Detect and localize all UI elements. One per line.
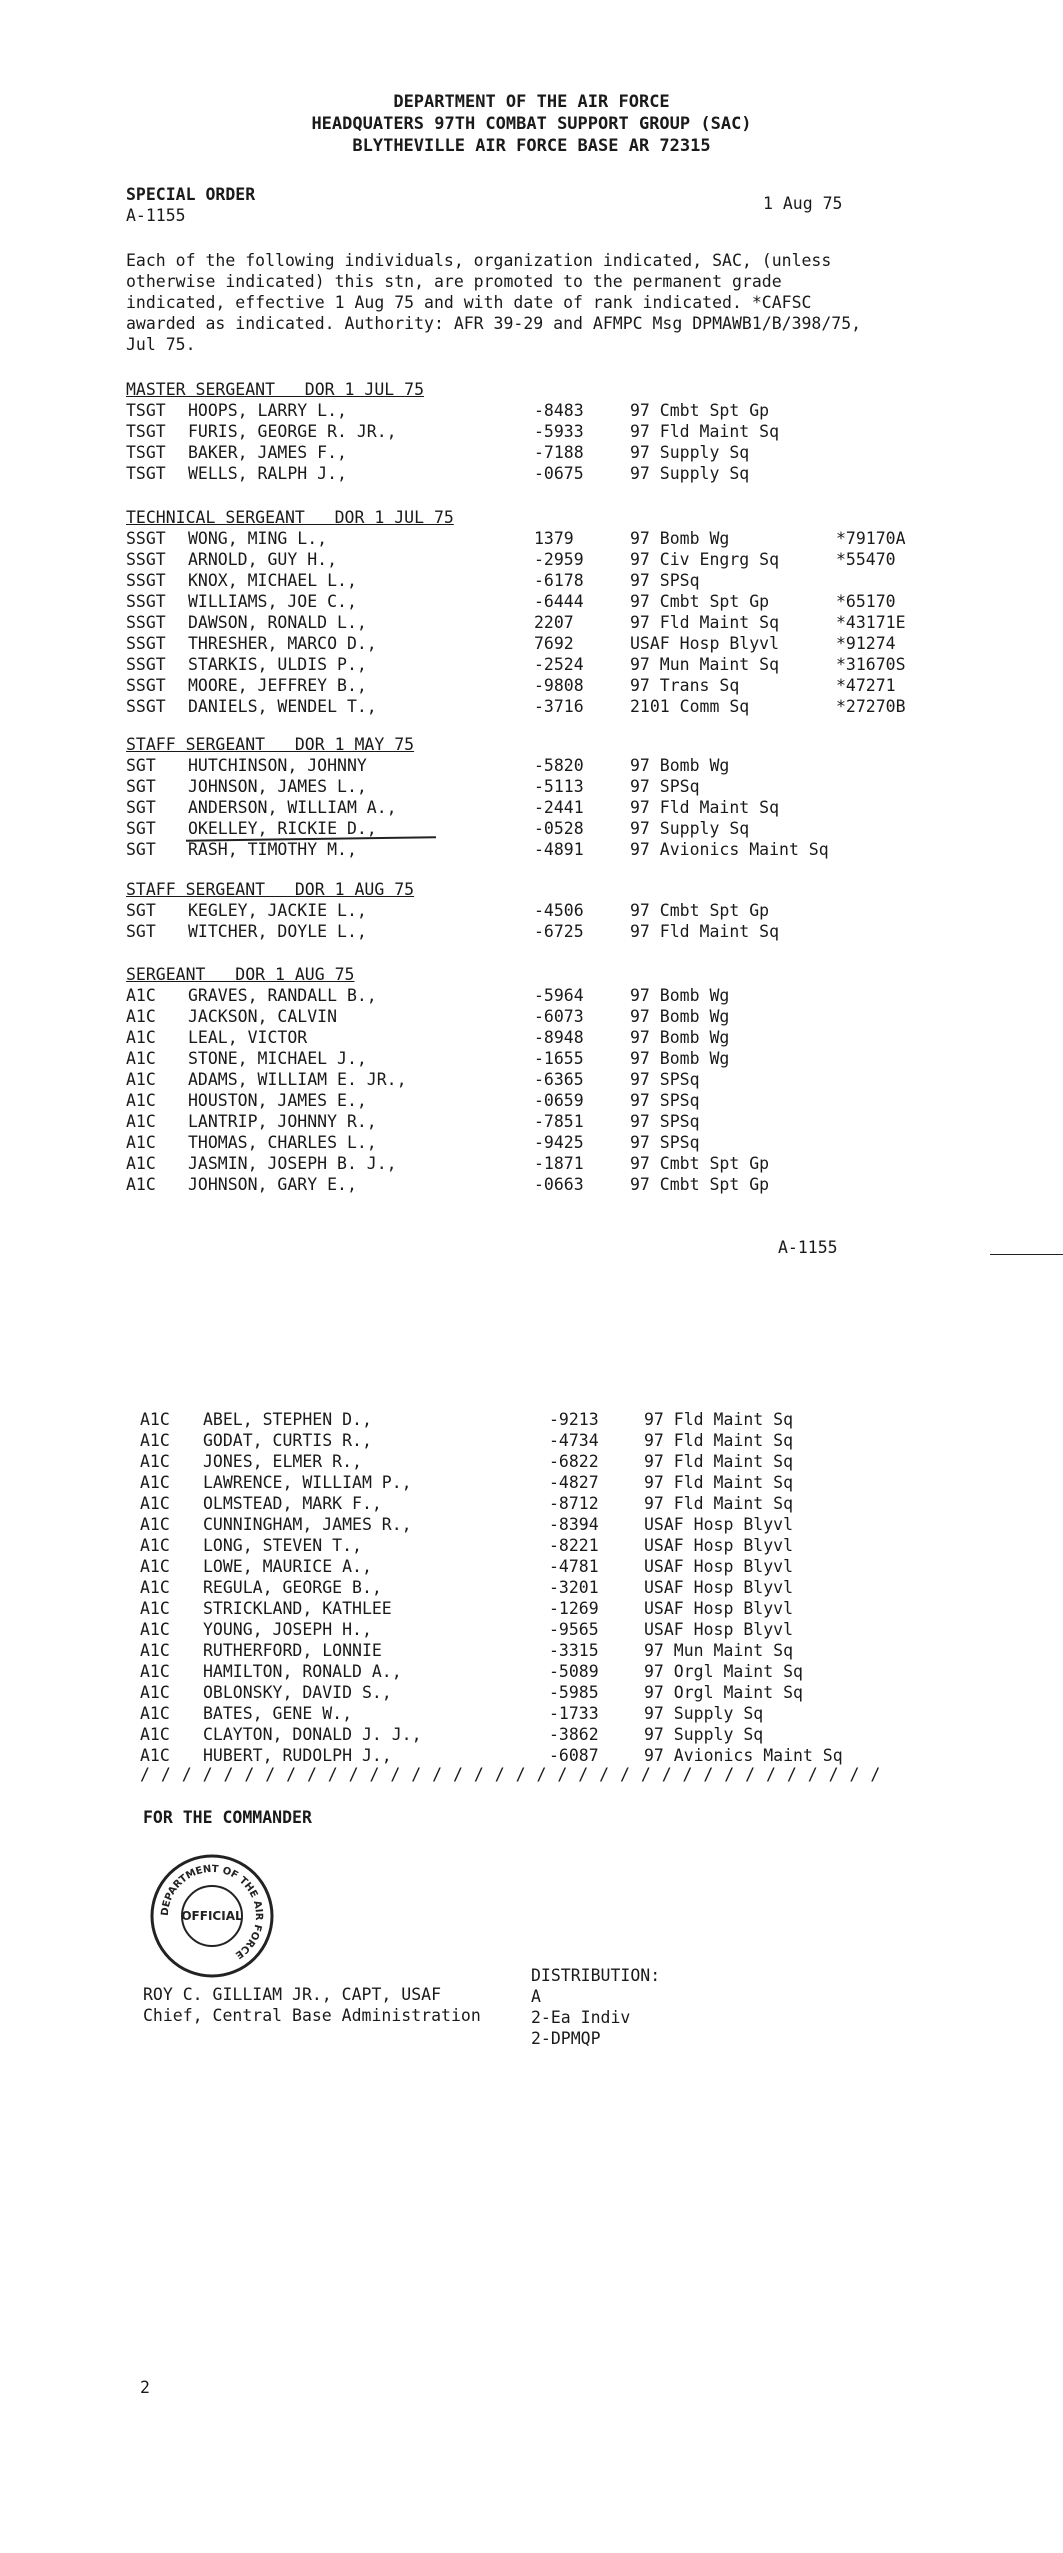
unit-cell: 97 Fld Maint Sq bbox=[644, 1473, 794, 1492]
ssn-cell: -8712 bbox=[549, 1494, 599, 1513]
promotion-row bbox=[0, 1112, 1063, 1133]
slash-line: / / / / / / / / / / / / / / / / / / / / / / / / / / / / / / / / / / / / bbox=[140, 1765, 881, 1784]
promotion-row bbox=[0, 1175, 1063, 1196]
promotion-row bbox=[0, 464, 1063, 485]
grade-cell: A1C bbox=[126, 1112, 156, 1131]
name-cell: STARKIS, ULDIS P., bbox=[188, 655, 367, 674]
unit-cell: 97 Bomb Wg bbox=[630, 986, 730, 1005]
continued-row bbox=[0, 1662, 1063, 1683]
name-cell: JOHNSON, GARY E., bbox=[188, 1175, 357, 1194]
grade-cell: SGT bbox=[126, 840, 156, 859]
promotion-row bbox=[0, 676, 1063, 697]
promotion-row bbox=[0, 1091, 1063, 1112]
name-cell: JOHNSON, JAMES L., bbox=[188, 777, 367, 796]
name-cell: LANTRIP, JOHNNY R., bbox=[188, 1112, 377, 1131]
unit-cell: 97 Cmbt Spt Gp bbox=[630, 901, 770, 920]
unit-cell: 97 Cmbt Spt Gp bbox=[630, 1154, 770, 1173]
afsc-cell: *27270B bbox=[836, 697, 906, 716]
ssn-cell: -7188 bbox=[534, 443, 584, 462]
grade-cell: A1C bbox=[140, 1431, 170, 1450]
ssn-cell: -4827 bbox=[549, 1473, 599, 1492]
promotion-row bbox=[0, 401, 1063, 422]
afsc-cell: *31670S bbox=[836, 655, 906, 674]
grade-cell: A1C bbox=[140, 1557, 170, 1576]
ssn-cell: -9565 bbox=[549, 1620, 599, 1639]
section-heading: STAFF SERGEANT DOR 1 MAY 75 bbox=[126, 735, 415, 754]
grade-cell: SGT bbox=[126, 901, 156, 920]
afsc-cell: *55470 bbox=[836, 550, 896, 569]
name-cell: FURIS, GEORGE R. JR., bbox=[188, 422, 397, 441]
ssn-cell: -5113 bbox=[534, 777, 584, 796]
unit-cell: 97 Civ Engrg Sq bbox=[630, 550, 780, 569]
continued-row bbox=[0, 1494, 1063, 1515]
grade-cell: SSGT bbox=[126, 613, 166, 632]
grade-cell: TSGT bbox=[126, 464, 166, 483]
name-cell: GODAT, CURTIS R., bbox=[203, 1431, 372, 1450]
order-date: 1 Aug 75 bbox=[763, 194, 843, 213]
grade-cell: TSGT bbox=[126, 401, 166, 420]
continued-row bbox=[0, 1725, 1063, 1746]
ssn-cell: -8394 bbox=[549, 1515, 599, 1534]
ssn-cell: -1269 bbox=[549, 1599, 599, 1618]
page-edge-rule bbox=[990, 1254, 1063, 1255]
svg-text:OFFICIAL: OFFICIAL bbox=[181, 1909, 243, 1923]
name-cell: BATES, GENE W., bbox=[203, 1704, 353, 1723]
grade-cell: SSGT bbox=[126, 592, 166, 611]
ssn-cell: -6444 bbox=[534, 592, 584, 611]
unit-cell: 97 Orgl Maint Sq bbox=[644, 1683, 803, 1702]
grade-cell: A1C bbox=[126, 1070, 156, 1089]
name-cell: ARNOLD, GUY H., bbox=[188, 550, 338, 569]
unit-cell: 97 SPSq bbox=[630, 1091, 700, 1110]
ssn-cell: -3862 bbox=[549, 1725, 599, 1744]
promotion-row bbox=[0, 613, 1063, 634]
unit-cell: 97 Fld Maint Sq bbox=[644, 1452, 794, 1471]
ssn-cell: -7851 bbox=[534, 1112, 584, 1131]
grade-cell: A1C bbox=[140, 1599, 170, 1618]
ssn-cell: -5820 bbox=[534, 756, 584, 775]
distribution-line-2: 2-Ea Indiv bbox=[531, 2008, 631, 2027]
official-seal-icon bbox=[148, 1852, 276, 1980]
continued-row bbox=[0, 1431, 1063, 1452]
ssn-cell: -2524 bbox=[534, 655, 584, 674]
name-cell: WONG, MING L., bbox=[188, 529, 328, 548]
section-heading: TECHNICAL SERGEANT DOR 1 JUL 75 bbox=[126, 508, 454, 527]
unit-cell: 97 Supply Sq bbox=[630, 819, 750, 838]
unit-cell: 97 Bomb Wg bbox=[630, 756, 730, 775]
name-cell: DAWSON, RONALD L., bbox=[188, 613, 367, 632]
signature-name: ROY C. GILLIAM JR., CAPT, USAF bbox=[143, 1985, 442, 2004]
unit-cell: 97 Fld Maint Sq bbox=[644, 1431, 794, 1450]
grade-cell: A1C bbox=[140, 1452, 170, 1471]
grade-cell: SSGT bbox=[126, 550, 166, 569]
ssn-cell: -6822 bbox=[549, 1452, 599, 1471]
afsc-cell: *65170 bbox=[836, 592, 896, 611]
name-cell: GRAVES, RANDALL B., bbox=[188, 986, 377, 1005]
grade-cell: A1C bbox=[126, 1028, 156, 1047]
grade-cell: A1C bbox=[126, 1007, 156, 1026]
ssn-cell: -0675 bbox=[534, 464, 584, 483]
name-cell: OKELLEY, RICKIE D., bbox=[188, 819, 377, 838]
order-paragraph: Each of the following individuals, organization indicated, SAC, (unless otherwise indicated) this stn, are promoted to the permanent grade indicated, effective 1 Aug 75 and with date of rank indicated. *CAFSC awarded as indicated. Authority: AFR 39-29 and AFMPC Msg DPMAWB1/B/398/75, Jul 75. bbox=[126, 251, 862, 354]
promotion-row bbox=[0, 777, 1063, 798]
promotion-row bbox=[0, 1154, 1063, 1175]
unit-cell: USAF Hosp Blyvl bbox=[644, 1536, 794, 1555]
continued-row bbox=[0, 1515, 1063, 1536]
name-cell: MOORE, JEFFREY B., bbox=[188, 676, 367, 695]
afsc-cell: *79170A bbox=[836, 529, 906, 548]
ssn-cell: -6087 bbox=[549, 1746, 599, 1765]
unit-cell: 97 SPSq bbox=[630, 1112, 700, 1131]
grade-cell: TSGT bbox=[126, 443, 166, 462]
ssn-cell: -6073 bbox=[534, 1007, 584, 1026]
ssn-cell: -9213 bbox=[549, 1410, 599, 1429]
grade-cell: SSGT bbox=[126, 529, 166, 548]
ssn-cell: 2207 bbox=[534, 613, 574, 632]
name-cell: RASH, TIMOTHY M., bbox=[188, 840, 357, 859]
grade-cell: A1C bbox=[140, 1620, 170, 1639]
unit-cell: 97 Supply Sq bbox=[630, 443, 750, 462]
ssn-cell: -5964 bbox=[534, 986, 584, 1005]
continued-row bbox=[0, 1536, 1063, 1557]
unit-cell: USAF Hosp Blyvl bbox=[644, 1515, 794, 1534]
header-line-3: BLYTHEVILLE AIR FORCE BASE AR 72315 bbox=[352, 136, 711, 156]
ssn-cell: -4781 bbox=[549, 1557, 599, 1576]
grade-cell: SSGT bbox=[126, 571, 166, 590]
continued-row bbox=[0, 1410, 1063, 1431]
unit-cell: 97 Bomb Wg bbox=[630, 1007, 730, 1026]
name-cell: STRICKLAND, KATHLEE bbox=[203, 1599, 392, 1618]
unit-cell: 97 Bomb Wg bbox=[630, 529, 730, 548]
afsc-cell: *91274 bbox=[836, 634, 896, 653]
ssn-cell: -2959 bbox=[534, 550, 584, 569]
grade-cell: A1C bbox=[140, 1683, 170, 1702]
promotion-row bbox=[0, 756, 1063, 777]
name-cell: JACKSON, CALVIN bbox=[188, 1007, 338, 1026]
grade-cell: A1C bbox=[126, 1091, 156, 1110]
promotion-row bbox=[0, 922, 1063, 943]
promotion-row bbox=[0, 592, 1063, 613]
promotion-row bbox=[0, 655, 1063, 676]
unit-cell: 97 Supply Sq bbox=[644, 1704, 764, 1723]
name-cell: LAWRENCE, WILLIAM P., bbox=[203, 1473, 412, 1492]
name-cell: JONES, ELMER R., bbox=[203, 1452, 362, 1471]
name-cell: ABEL, STEPHEN D., bbox=[203, 1410, 372, 1429]
grade-cell: A1C bbox=[140, 1746, 170, 1765]
name-cell: ADAMS, WILLIAM E. JR., bbox=[188, 1070, 407, 1089]
header-line-1: DEPARTMENT OF THE AIR FORCE bbox=[393, 92, 670, 112]
grade-cell: A1C bbox=[126, 1049, 156, 1068]
grade-cell: SGT bbox=[126, 922, 156, 941]
section-heading: MASTER SERGEANT DOR 1 JUL 75 bbox=[126, 380, 425, 399]
grade-cell: A1C bbox=[126, 1175, 156, 1194]
promotion-row bbox=[0, 1007, 1063, 1028]
continued-row bbox=[0, 1620, 1063, 1641]
unit-cell: USAF Hosp Blyvl bbox=[630, 634, 780, 653]
unit-cell: 97 Supply Sq bbox=[630, 464, 750, 483]
ssn-cell: -1655 bbox=[534, 1049, 584, 1068]
promotion-row bbox=[0, 571, 1063, 592]
continued-row bbox=[0, 1473, 1063, 1494]
signature-title: Chief, Central Base Administration bbox=[143, 2006, 481, 2025]
ssn-cell: -0528 bbox=[534, 819, 584, 838]
name-cell: HOUSTON, JAMES E., bbox=[188, 1091, 367, 1110]
ssn-cell: -0663 bbox=[534, 1175, 584, 1194]
promotion-row bbox=[0, 422, 1063, 443]
ssn-cell: -6725 bbox=[534, 922, 584, 941]
grade-cell: TSGT bbox=[126, 422, 166, 441]
name-cell: OLMSTEAD, MARK F., bbox=[203, 1494, 382, 1513]
continued-row bbox=[0, 1557, 1063, 1578]
unit-cell: 97 Cmbt Spt Gp bbox=[630, 592, 770, 611]
section-heading: SERGEANT DOR 1 AUG 75 bbox=[126, 965, 355, 984]
name-cell: THOMAS, CHARLES L., bbox=[188, 1133, 377, 1152]
grade-cell: A1C bbox=[140, 1641, 170, 1660]
order-number: A-1155 bbox=[126, 206, 186, 225]
continued-row bbox=[0, 1452, 1063, 1473]
unit-cell: 97 Bomb Wg bbox=[630, 1028, 730, 1047]
name-cell: HUTCHINSON, JOHNNY bbox=[188, 756, 367, 775]
grade-cell: A1C bbox=[140, 1704, 170, 1723]
unit-cell: 97 Supply Sq bbox=[644, 1725, 764, 1744]
continued-row bbox=[0, 1641, 1063, 1662]
unit-cell: 2101 Comm Sq bbox=[630, 697, 750, 716]
promotion-row bbox=[0, 901, 1063, 922]
ssn-cell: -5089 bbox=[549, 1662, 599, 1681]
grade-cell: A1C bbox=[126, 1154, 156, 1173]
order-title: SPECIAL ORDER bbox=[126, 185, 256, 204]
unit-cell: 97 SPSq bbox=[630, 571, 700, 590]
section-heading: STAFF SERGEANT DOR 1 AUG 75 bbox=[126, 880, 415, 899]
promotion-row bbox=[0, 986, 1063, 1007]
promotion-row bbox=[0, 1028, 1063, 1049]
ssn-cell: 7692 bbox=[534, 634, 574, 653]
continued-row bbox=[0, 1599, 1063, 1620]
unit-cell: USAF Hosp Blyvl bbox=[644, 1599, 794, 1618]
name-cell: HAMILTON, RONALD A., bbox=[203, 1662, 402, 1681]
ssn-cell: -2441 bbox=[534, 798, 584, 817]
name-cell: STONE, MICHAEL J., bbox=[188, 1049, 367, 1068]
afsc-cell: *47271 bbox=[836, 676, 896, 695]
ssn-cell: -3716 bbox=[534, 697, 584, 716]
ssn-cell: 1379 bbox=[534, 529, 574, 548]
ssn-cell: -5985 bbox=[549, 1683, 599, 1702]
name-cell: LOWE, MAURICE A., bbox=[203, 1557, 372, 1576]
name-cell: KEGLEY, JACKIE L., bbox=[188, 901, 367, 920]
ssn-cell: -4506 bbox=[534, 901, 584, 920]
promotion-row bbox=[0, 819, 1063, 840]
distribution-label: DISTRIBUTION: bbox=[531, 1966, 661, 1985]
continued-row bbox=[0, 1704, 1063, 1725]
continued-row bbox=[0, 1746, 1063, 1767]
ssn-cell: -3201 bbox=[549, 1578, 599, 1597]
unit-cell: USAF Hosp Blyvl bbox=[644, 1557, 794, 1576]
unit-cell: 97 Orgl Maint Sq bbox=[644, 1662, 803, 1681]
grade-cell: SGT bbox=[126, 819, 156, 838]
unit-cell: 97 Mun Maint Sq bbox=[644, 1641, 794, 1660]
unit-cell: 97 Fld Maint Sq bbox=[630, 922, 780, 941]
unit-cell: 97 SPSq bbox=[630, 777, 700, 796]
continued-row bbox=[0, 1683, 1063, 1704]
ssn-cell: -3315 bbox=[549, 1641, 599, 1660]
grade-cell: A1C bbox=[140, 1410, 170, 1429]
name-cell: HOOPS, LARRY L., bbox=[188, 401, 347, 420]
ssn-cell: -8221 bbox=[549, 1536, 599, 1555]
unit-cell: 97 Fld Maint Sq bbox=[644, 1494, 794, 1513]
name-cell: LEAL, VICTOR bbox=[188, 1028, 308, 1047]
name-cell: CUNNINGHAM, JAMES R., bbox=[203, 1515, 412, 1534]
unit-cell: 97 SPSq bbox=[630, 1133, 700, 1152]
unit-cell: 97 Fld Maint Sq bbox=[630, 613, 780, 632]
ssn-cell: -5933 bbox=[534, 422, 584, 441]
distribution-line-1: A bbox=[531, 1987, 541, 2006]
unit-cell: 97 Fld Maint Sq bbox=[630, 422, 780, 441]
grade-cell: SSGT bbox=[126, 655, 166, 674]
name-cell: JASMIN, JOSEPH B. J., bbox=[188, 1154, 397, 1173]
name-cell: HUBERT, RUDOLPH J., bbox=[203, 1746, 392, 1765]
name-cell: WILLIAMS, JOE C., bbox=[188, 592, 357, 611]
promotion-row bbox=[0, 1049, 1063, 1070]
grade-cell: A1C bbox=[140, 1473, 170, 1492]
name-cell: OBLONSKY, DAVID S., bbox=[203, 1683, 392, 1702]
page-footer-number: A-1155 bbox=[778, 1238, 838, 1257]
unit-cell: 97 Avionics Maint Sq bbox=[630, 840, 829, 859]
grade-cell: SGT bbox=[126, 798, 156, 817]
unit-cell: 97 Cmbt Spt Gp bbox=[630, 1175, 770, 1194]
unit-cell: 97 Cmbt Spt Gp bbox=[630, 401, 770, 420]
name-cell: ANDERSON, WILLIAM A., bbox=[188, 798, 397, 817]
grade-cell: SSGT bbox=[126, 634, 166, 653]
unit-cell: 97 Fld Maint Sq bbox=[630, 798, 780, 817]
afsc-cell: *43171E bbox=[836, 613, 906, 632]
unit-cell: USAF Hosp Blyvl bbox=[644, 1578, 794, 1597]
ssn-cell: -0659 bbox=[534, 1091, 584, 1110]
ssn-cell: -1871 bbox=[534, 1154, 584, 1173]
promotion-row bbox=[0, 798, 1063, 819]
name-cell: LONG, STEVEN T., bbox=[203, 1536, 362, 1555]
unit-cell: USAF Hosp Blyvl bbox=[644, 1620, 794, 1639]
for-commander: FOR THE COMMANDER bbox=[143, 1808, 312, 1827]
grade-cell: A1C bbox=[140, 1494, 170, 1513]
grade-cell: SGT bbox=[126, 777, 156, 796]
grade-cell: SGT bbox=[126, 756, 156, 775]
grade-cell: SSGT bbox=[126, 676, 166, 695]
promotion-row bbox=[0, 550, 1063, 571]
ssn-cell: -1733 bbox=[549, 1704, 599, 1723]
name-cell: KNOX, MICHAEL L., bbox=[188, 571, 357, 590]
ssn-cell: -6178 bbox=[534, 571, 584, 590]
name-cell: REGULA, GEORGE B., bbox=[203, 1578, 382, 1597]
promotion-row bbox=[0, 1133, 1063, 1154]
promotion-row bbox=[0, 840, 1063, 861]
ssn-cell: -4891 bbox=[534, 840, 584, 859]
name-cell: BAKER, JAMES F., bbox=[188, 443, 347, 462]
name-cell: THRESHER, MARCO D., bbox=[188, 634, 377, 653]
name-cell: RUTHERFORD, LONNIE bbox=[203, 1641, 382, 1660]
unit-cell: 97 Fld Maint Sq bbox=[644, 1410, 794, 1429]
promotion-row bbox=[0, 529, 1063, 550]
promotion-row bbox=[0, 697, 1063, 718]
ssn-cell: -8948 bbox=[534, 1028, 584, 1047]
grade-cell: A1C bbox=[126, 1133, 156, 1152]
name-cell: DANIELS, WENDEL T., bbox=[188, 697, 377, 716]
unit-cell: 97 Bomb Wg bbox=[630, 1049, 730, 1068]
unit-cell: 97 Avionics Maint Sq bbox=[644, 1746, 843, 1765]
unit-cell: 97 Trans Sq bbox=[630, 676, 740, 695]
grade-cell: A1C bbox=[140, 1725, 170, 1744]
ssn-cell: -8483 bbox=[534, 401, 584, 420]
name-cell: YOUNG, JOSEPH H., bbox=[203, 1620, 372, 1639]
unit-cell: 97 SPSq bbox=[630, 1070, 700, 1089]
unit-cell: 97 Mun Maint Sq bbox=[630, 655, 780, 674]
name-cell: WELLS, RALPH J., bbox=[188, 464, 347, 483]
name-cell: CLAYTON, DONALD J. J., bbox=[203, 1725, 422, 1744]
grade-cell: A1C bbox=[140, 1578, 170, 1597]
promotion-row bbox=[0, 634, 1063, 655]
distribution-line-3: 2-DPMQP bbox=[531, 2029, 601, 2048]
grade-cell: A1C bbox=[140, 1536, 170, 1555]
svg-text:DEPARTMENT OF THE AIR FORCE: DEPARTMENT OF THE AIR FORCE bbox=[159, 1863, 265, 1961]
promotion-row bbox=[0, 443, 1063, 464]
grade-cell: A1C bbox=[140, 1662, 170, 1681]
page-number: 2 bbox=[140, 2378, 150, 2397]
ssn-cell: -6365 bbox=[534, 1070, 584, 1089]
ssn-cell: -9425 bbox=[534, 1133, 584, 1152]
grade-cell: SSGT bbox=[126, 697, 166, 716]
name-cell: WITCHER, DOYLE L., bbox=[188, 922, 367, 941]
ssn-cell: -9808 bbox=[534, 676, 584, 695]
ssn-cell: -4734 bbox=[549, 1431, 599, 1450]
grade-cell: A1C bbox=[126, 986, 156, 1005]
promotion-row bbox=[0, 1070, 1063, 1091]
header-line-2: HEADQUATERS 97TH COMBAT SUPPORT GROUP (SAC) bbox=[311, 114, 752, 134]
continued-row bbox=[0, 1578, 1063, 1599]
grade-cell: A1C bbox=[140, 1515, 170, 1534]
